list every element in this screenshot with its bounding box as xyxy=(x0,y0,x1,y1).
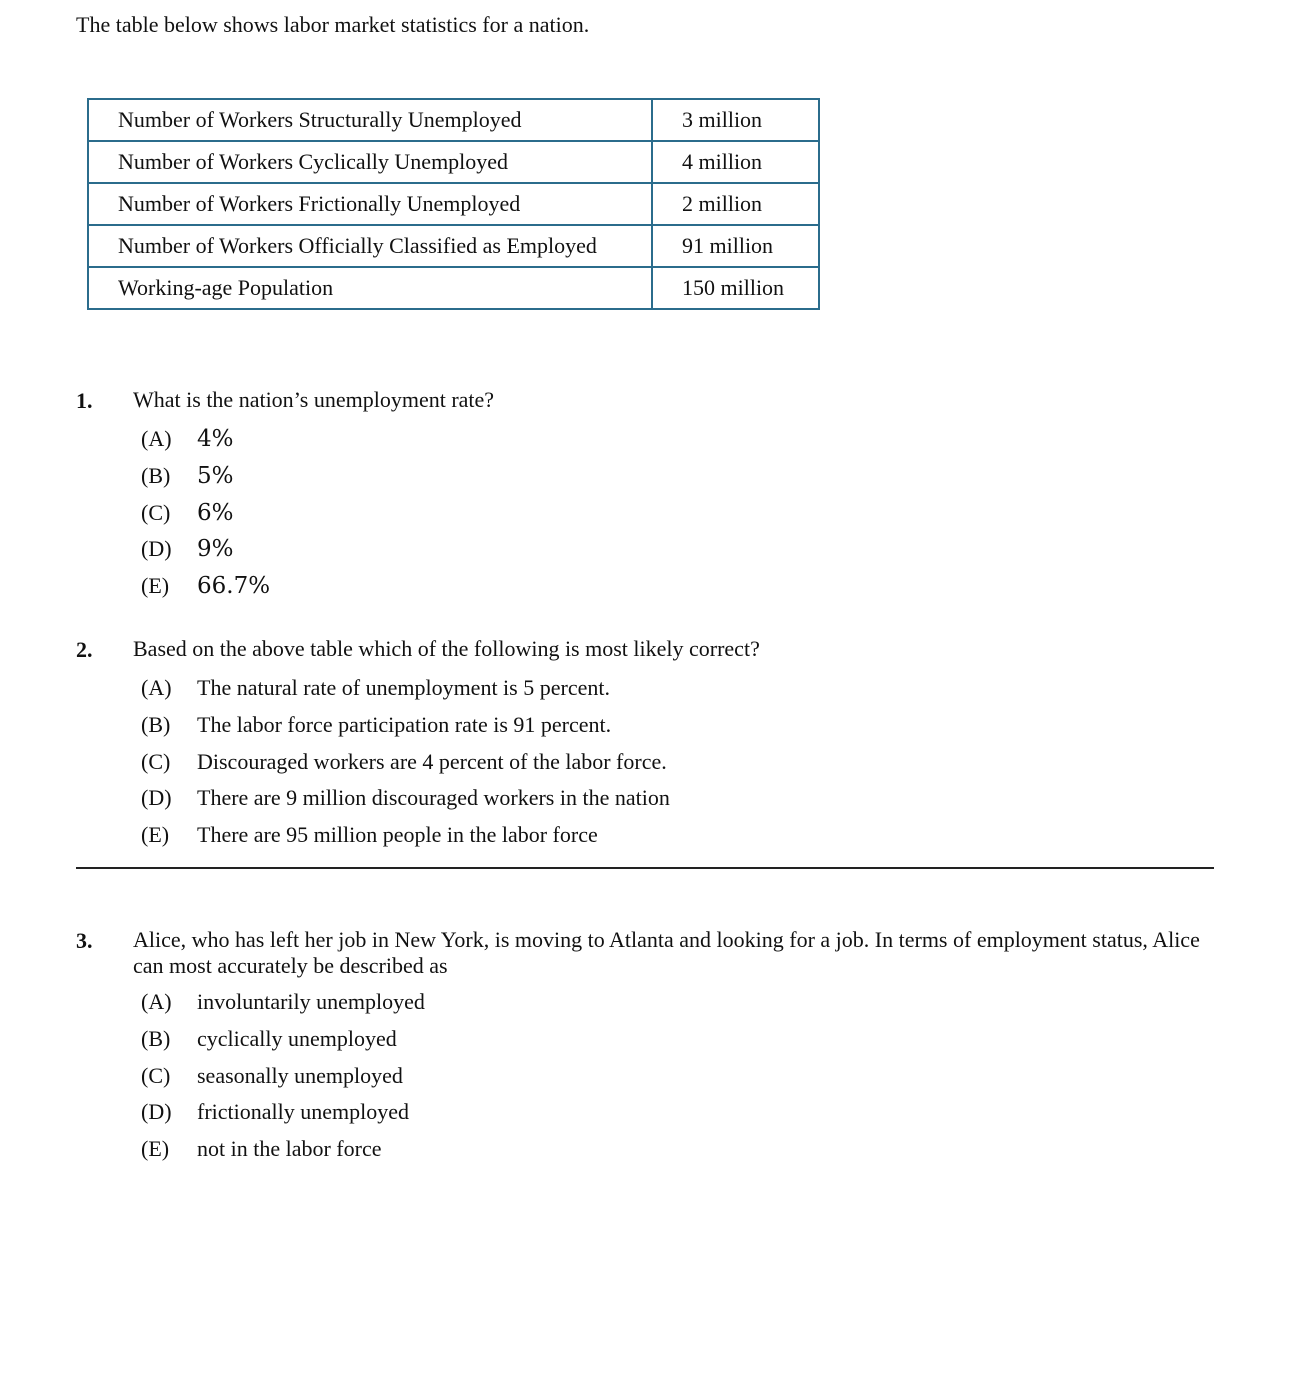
option-text: Discouraged workers are 4 percent of the labor force. xyxy=(197,748,667,774)
option-text: 5% xyxy=(197,463,234,490)
option-letter: (C) xyxy=(141,748,171,774)
table-cell-label: Working-age Population xyxy=(88,267,652,309)
section-divider xyxy=(76,867,1214,869)
answer-options xyxy=(141,984,425,1167)
option-text: The labor force participation rate is 91 percent. xyxy=(197,712,612,738)
answer-option-e[interactable] xyxy=(141,817,670,854)
intro-text: The table below shows labor market statistics for a nation. xyxy=(76,12,590,37)
option-letter: (A) xyxy=(141,989,172,1015)
answer-options xyxy=(141,670,670,853)
table-cell-label: Number of Workers Officially Classified as Employed xyxy=(88,225,652,267)
option-text: seasonally unemployed xyxy=(197,1062,403,1088)
option-letter: (C) xyxy=(141,1062,171,1088)
option-text: The natural rate of unemployment is 5 percent. xyxy=(197,675,610,701)
answer-option-a[interactable] xyxy=(141,670,670,707)
option-letter: (B) xyxy=(141,712,171,738)
answer-option-a[interactable] xyxy=(141,421,270,458)
answer-option-c[interactable] xyxy=(141,743,670,780)
answer-option-e[interactable] xyxy=(141,568,270,605)
table-row xyxy=(88,141,819,183)
option-text: There are 9 million discouraged workers in the nation xyxy=(197,785,670,811)
labor-statistics-table xyxy=(87,98,820,310)
table-row xyxy=(88,183,819,225)
option-letter: (B) xyxy=(141,463,171,489)
answer-option-c[interactable] xyxy=(141,494,270,531)
option-letter: (D) xyxy=(141,1099,172,1125)
option-text: There are 95 million people in the labor force xyxy=(197,822,598,848)
question-number: 2. xyxy=(76,637,93,662)
option-text: involuntarily unemployed xyxy=(197,989,425,1015)
table-cell-label: Number of Workers Frictionally Unemployed xyxy=(88,183,652,225)
table-cell-value: 150 million xyxy=(652,267,819,309)
option-letter: (A) xyxy=(141,426,172,452)
answer-option-b[interactable] xyxy=(141,1021,425,1058)
answer-option-b[interactable] xyxy=(141,458,270,495)
table-cell-value: 2 million xyxy=(652,183,819,225)
table-cell-value: 91 million xyxy=(652,225,819,267)
answer-option-e[interactable] xyxy=(141,1131,425,1168)
option-text: 6% xyxy=(197,499,234,526)
question-number: 1. xyxy=(76,388,93,413)
table-cell-label: Number of Workers Structurally Unemployed xyxy=(88,99,652,141)
table-cell-value: 4 million xyxy=(652,141,819,183)
table-row xyxy=(88,99,819,141)
answer-options xyxy=(141,421,270,604)
question-number: 3. xyxy=(76,928,93,953)
answer-option-c[interactable] xyxy=(141,1057,425,1094)
answer-option-b[interactable] xyxy=(141,707,670,744)
option-text: 9% xyxy=(197,536,234,563)
answer-option-d[interactable] xyxy=(141,1094,425,1131)
option-letter: (D) xyxy=(141,536,172,562)
question-text: What is the nation’s unemployment rate? xyxy=(133,387,495,412)
option-letter: (E) xyxy=(141,822,170,848)
option-text: frictionally unemployed xyxy=(197,1099,409,1125)
answer-option-a[interactable] xyxy=(141,984,425,1021)
table-cell-label: Number of Workers Cyclically Unemployed xyxy=(88,141,652,183)
table-cell-value: 3 million xyxy=(652,99,819,141)
question-text: Based on the above table which of the following is most likely correct? xyxy=(133,636,760,661)
option-text: 66.7% xyxy=(197,573,271,600)
question-text: Alice, who has left her job in New York, is moving to Atlanta and looking for a job. In terms of employment status, Alice can most accurately be described as xyxy=(133,927,1200,978)
answer-option-d[interactable] xyxy=(141,780,670,817)
option-text: 4% xyxy=(197,426,234,453)
option-letter: (B) xyxy=(141,1026,171,1052)
table-row xyxy=(88,225,819,267)
table-row xyxy=(88,267,819,309)
option-letter: (E) xyxy=(141,573,170,599)
option-letter: (E) xyxy=(141,1136,170,1162)
option-letter: (D) xyxy=(141,785,172,811)
option-text: cyclically unemployed xyxy=(197,1026,397,1052)
answer-option-d[interactable] xyxy=(141,531,270,568)
option-text: not in the labor force xyxy=(197,1136,382,1162)
option-letter: (C) xyxy=(141,499,171,525)
option-letter: (A) xyxy=(141,675,172,701)
